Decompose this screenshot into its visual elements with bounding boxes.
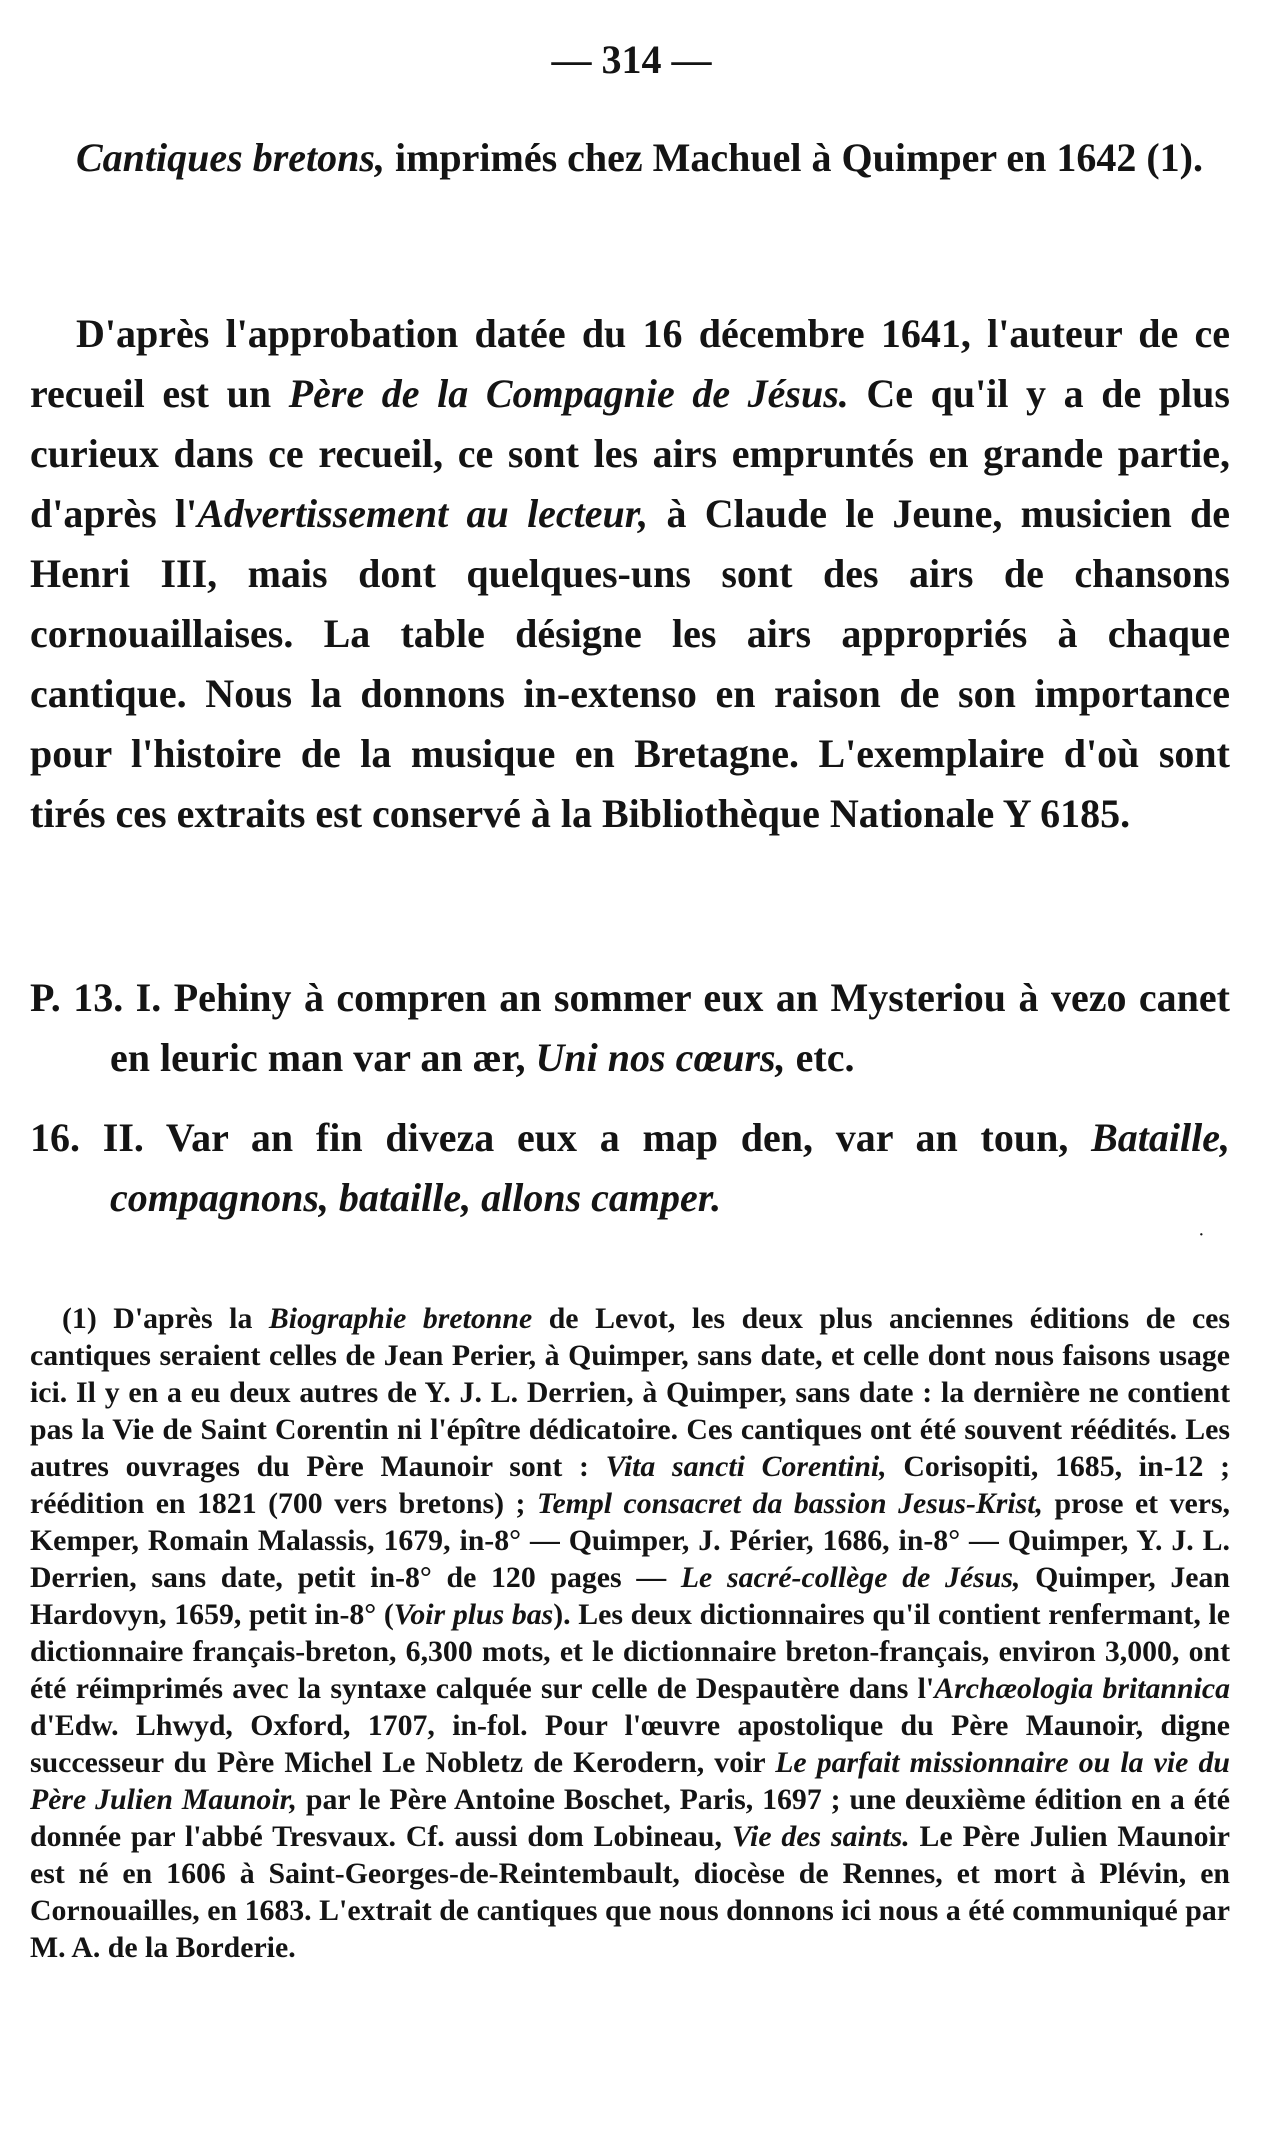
stray-mark: · [1198, 1224, 1205, 1246]
footnote [30, 1300, 1230, 1966]
cantique-entry [30, 1108, 1230, 1228]
footnote-text: par le Père Antoine Boschet, Paris, 1697 ; une deuxième édition en a été donnée par l'abbé Tresvaux. Cf. aussi dom Lobineau, [30, 1783, 1230, 1853]
footnote-text: de Levot, les deux plus anciennes éditions de ces cantiques seraient celles de Jean Perier, à Quimper, sans date, et celle dont nous faisons usage ici. Il y en a eu deux autres de Y. J. L. Derrien, à Quimper, sans date : la dernière ne contient pas la Vie de Saint Corentin ni l'épître dédicatoire. Ces cantiques ont été souvent réédités. Les autres ouvrages du Père Maunoir sont : [30, 1302, 1230, 1483]
intro-title: Cantiques bretons, [76, 135, 385, 180]
main-italic-1: Père de la Compagnie de Jésus. [288, 371, 849, 416]
main-text-1: D'après l'approbation datée du 16 décembre 1641, l'auteur de ce recueil est un [30, 311, 1230, 416]
footnote-italic: Le parfait missionnaire ou la vie du Père Julien Maunoir, [30, 1746, 1230, 1816]
entry-text: Var an fin diveza eux a map den, var an toun, [165, 1115, 1092, 1160]
intro-text: imprimés chez Machuel à Quimper en 1642 (1). [384, 135, 1203, 180]
entry-tail: etc. [785, 1035, 855, 1080]
footnote-text: (1) D'après la [62, 1302, 269, 1335]
footnote-italic: Vita sancti Corentini, [605, 1450, 887, 1483]
footnote-italic: Biographie bretonne [268, 1302, 533, 1335]
cantique-list [30, 968, 1230, 1248]
main-paragraph [30, 304, 1230, 844]
footnote-text: prose et vers, Kemper, Romain Malassis, 1679, in-8° — Quimper, J. Périer, 1686, in-8° — Quimper, Y. J. L. Derrien, sans date, petit in-8° de 120 pages — [30, 1487, 1230, 1594]
entry-air: Uni nos cœurs, [535, 1035, 786, 1080]
footnote-italic: Le sacré-collège de Jésus, [680, 1561, 1021, 1594]
main-italic-2: Advertissement au lecteur, [197, 491, 649, 536]
entry-air: Bataille, compagnons, bataille, allons camper. [110, 1115, 1230, 1220]
footnote-italic: Voir plus bas [393, 1598, 554, 1631]
cantique-entry [30, 968, 1230, 1088]
footnote-text: d'Edw. Lhwyd, Oxford, 1707, in-fol. Pour l'œuvre apostolique du Père Maunoir, digne successeur du Père Michel Le Nobletz de Kerodern, voir [30, 1709, 1230, 1779]
footnote-italic: Vie des saints. [731, 1820, 910, 1853]
main-text-3: à Claude le Jeune, musicien de Henri III, mais dont quelques-uns sont des airs de chansons cornouaillaises. La table désigne les airs appropriés à chaque cantique. Nous la donnons in-extenso en raison de son importance pour l'histoire de la musique en Bretagne. L'exemplaire d'où sont tirés ces extraits est conservé à la Bibliothèque Nationale Y 6185. [30, 491, 1231, 836]
entry-text: Pehiny à compren an sommer eux an Mysteriou à vezo canet en leuric man var an ær, [110, 975, 1231, 1080]
footnote-italic: Templ consacret da bassion Jesus-Krist, [536, 1487, 1043, 1520]
intro-paragraph [30, 128, 1230, 188]
footnote-text: Le Père Julien Maunoir est né en 1606 à Saint-Georges-de-Reintembault, diocèse de Rennes, et mort à Plévin, en Cornouailles, en 1683. L'extrait de cantiques que nous donnons ici nous a été communiqué par M. A. de la Borderie. [30, 1820, 1230, 1964]
entry-ref: 16. II. [30, 1115, 166, 1160]
footnote-text: Corisopiti, 1685, in-12 ; réédition en 1821 (700 vers bretons) ; [30, 1450, 1230, 1520]
page-number: — 314 — [551, 37, 712, 82]
footnote-text: Quimper, Jean Hardovyn, 1659, petit in-8° ( [30, 1561, 1230, 1631]
footnote-italic: Archæologia britannica [934, 1672, 1230, 1705]
footnote-text: ). Les deux dictionnaires qu'il contient renfermant, le dictionnaire français-breton, 6,300 mots, et le dictionnaire breton-français, environ 3,000, ont été réimprimés avec la syntaxe calquée sur celle de Despautère dans l' [30, 1598, 1230, 1705]
entry-ref: P. 13. I. [30, 975, 174, 1020]
main-text-2: Ce qu'il y a de plus curieux dans ce recueil, ce sont les airs empruntés en grande partie, d'après l' [30, 371, 1230, 536]
